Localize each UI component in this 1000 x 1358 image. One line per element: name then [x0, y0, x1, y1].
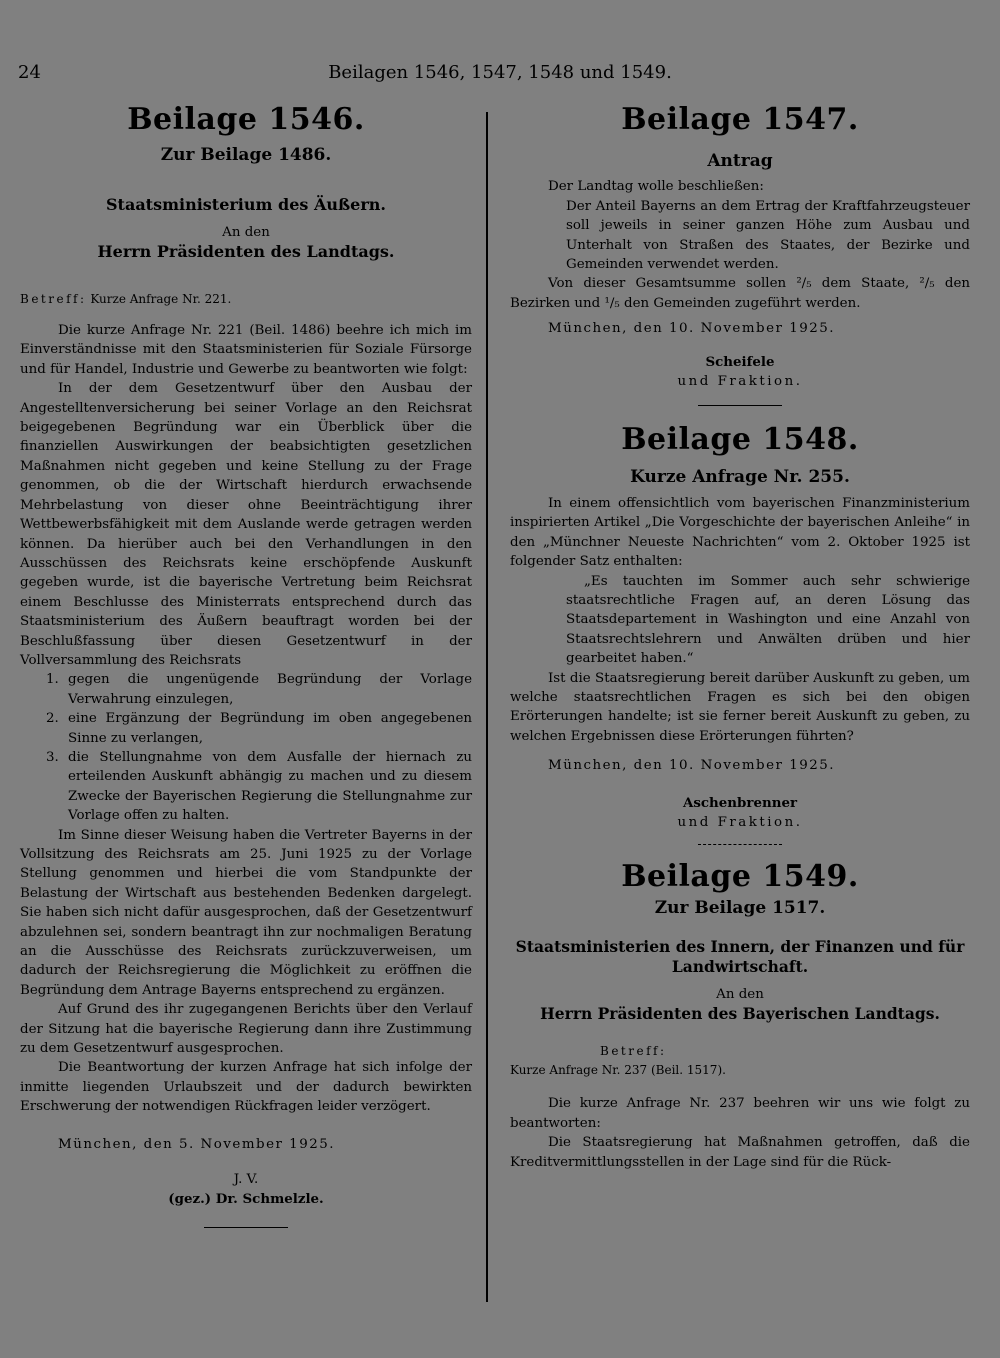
beilage-1549-title: Beilage 1549.	[621, 859, 859, 895]
beilage-1548-subtitle: Kurze Anfrage Nr. 255.	[630, 467, 850, 488]
beilage-1546-an-den: An den	[222, 224, 270, 240]
page-number: 24	[18, 62, 41, 83]
beilage-1549-paragraph-1: Die kurze Anfrage Nr. 237 beehren wir uns wie folgt zu beantworten:	[510, 1096, 970, 1131]
beilage-1547-date: München, den 10. November 1925.	[548, 321, 836, 337]
beilage-1549-betreff-label: Betreff:	[600, 1043, 667, 1058]
list-item: 3. die Stellungnahme von dem Ausfalle der hiernach zu erteilenden Auskunft abhängig zu machen und zu diesem Zwecke der Bayerischen Regierung die Stellungnahme zur Vorlage offen zu halten.	[46, 749, 472, 824]
beilage-1546-title: Beilage 1546.	[127, 102, 365, 137]
section-rule	[698, 844, 782, 845]
beilage-1546-paragraph-4: Auf Grund des ihr zugegangenen Berichts über den Verlauf der Sitzung hat die bayerische Regierung dann ihre Zustimmung zu dem Gesetzentwurf ausgesprochen.	[20, 1002, 472, 1057]
list-item: 1. gegen die ungenügende Begründung der Vorlage Verwahrung einzulegen,	[46, 672, 472, 707]
beilage-1546-list	[20, 670, 472, 825]
beilage-1549-authority: Staatsministerien des Innern, der Finanzen und für Landwirtschaft.	[515, 936, 965, 976]
beilage-1548-title: Beilage 1548.	[621, 422, 859, 458]
column-divider	[486, 112, 488, 1302]
end-rule	[204, 1227, 288, 1228]
section-rule	[698, 405, 782, 406]
betreff-label: Betreff:	[20, 291, 87, 306]
beilage-1546-authority: Staatsministerium des Äußern.	[106, 195, 386, 215]
beilage-1547-paragraph-1: Der Anteil Bayerns an dem Ertrag der Kraftfahrzeugsteuer soll jeweils in seiner ganzen Höhe zum Ausbau und Unterhalt von Straßen des Staates, der Bezirke und Gemeinden verwendet werden.	[566, 198, 970, 273]
beilage-1548-paragraph-2: Ist die Staatsregierung bereit darüber Auskunft zu geben, um welche staatsrechtlichen Fragen es sich bei den obigen Erörterungen handelte; ist sie ferner bereit Auskunft zu geben, zu welchen Ergebnissen diese Erörterungen führten?	[510, 670, 970, 744]
beilage-1546-paragraph-2: In der dem Gesetzentwurf über den Ausbau der Angestelltenversicherung bei seiner Vorlage an den Reichsrat beigegebenen Begründung war ein Überblick über die finanziellen Auswirkungen der beabsichtigten gesetzlichen Maßnahmen nicht gegeben und keine Stellung zu der Frage genommen, ob die der Wirtschaft hierdurch erwachsende Mehrbelastung von dieser ohne Beeinträchtigung ihrer Wettbewerbsfähigkeit mit dem Auslande werde getragen werden können. Da hierüber auch bei den Verhandlungen in den Ausschüssen des Reichsrats keine erschöpfende Auskunft gegeben wurde, ist die bayerische Vertretung beim Reichsrat einem Beschlusse des Ministerrats entsprechend durch das Staatsministerium des Äußern beauftragt worden bei der Beschlußfassung über diesen Gesetzentwurf in der Vollversammlung des Reichsrats	[20, 381, 472, 668]
beilage-1549-recipient: Herrn Präsidenten des Bayerischen Landtags.	[540, 1004, 940, 1024]
beilage-1546-paragraph-1: Die kurze Anfrage Nr. 221 (Beil. 1486) beehre ich mich im Einverständnisse mit den Staatsministerien für Soziale Fürsorge und für Handel, Industrie und Gewerbe zu beantworten wie folgt:	[20, 323, 472, 377]
list-item: 2. eine Ergänzung der Begründung im oben angegebenen Sinne zu verlangen,	[46, 711, 472, 746]
beilage-1547-subtitle: Antrag	[707, 151, 773, 171]
beilage-1546-signature-line-2: (gez.) Dr. Schmelzle.	[168, 1190, 324, 1207]
beilage-1546-signature-line-1: J. V.	[233, 1172, 259, 1188]
beilage-1547-title: Beilage 1547.	[621, 102, 859, 137]
beilage-1547-intro: Der Landtag wolle beschließen:	[548, 179, 764, 195]
beilage-1546-paragraph-5: Die Beantwortung der kurzen Anfrage hat sich infolge der inmitte liegenden Urlaubszeit und der dadurch bewirkten Erschwerung der notwendigen Rückfragen leider verzögert.	[20, 1060, 472, 1115]
beilage-1548-date: München, den 10. November 1925.	[548, 758, 836, 774]
beilage-1547-signature-name: Scheifele	[705, 353, 775, 370]
beilage-1549-paragraph-2: Die Staatsregierung hat Maßnahmen getroffen, daß die Kreditvermittlungsstellen in der Lage sind für die Rück-	[510, 1135, 970, 1170]
beilage-1546-recipient: Herrn Präsidenten des Landtags.	[97, 242, 395, 262]
beilage-1547-signature-fraction: und Fraktion.	[677, 374, 803, 390]
betreff-text: Kurze Anfrage Nr. 221.	[90, 291, 232, 306]
beilage-1546-betreff	[20, 290, 472, 309]
beilage-1546-date: München, den 5. November 1925.	[58, 1136, 336, 1152]
beilage-1546-paragraph-3: Im Sinne dieser Weisung haben die Vertreter Bayerns in der Vollsitzung des Reichsrats am 25. Juni 1925 zu der Vorlage Stellung genommen und hierbei die vom Standpunkte der Belastung der Wirtschaft aus bestehenden Bedenken dargelegt. Sie haben sich nicht dafür ausgesprochen, daß der Gesetzentwurf abzulehnen sei, sondern beantragt ihn zur nochmaligen Beratung an die Ausschüsse des Reichsrats zurückzuverweisen, um dadurch der Reichsregierung die Möglichkeit zu eröffnen die Begründung dem Antrage Bayerns entsprechend zu ergänzen.	[20, 827, 472, 998]
beilage-1548-signature-name: Aschenbrenner	[682, 794, 798, 811]
beilage-1547-paragraph-2: Von dieser Gesamtsumme sollen ²/₅ dem Staate, ²/₅ den Bezirken und ¹/₅ den Gemeinden zugeführt werden.	[510, 276, 970, 311]
right-column	[510, 100, 970, 1172]
beilage-1546-section	[20, 100, 472, 1228]
beilage-1546-subtitle: Zur Beilage 1486.	[160, 145, 332, 165]
beilage-1548-quote: „Es tauchten im Sommer auch sehr schwierige staatsrechtliche Fragen auf, an deren Lösung das Staatsdepartement in Washington und eine Anzahl von Staatsrechtslehrern und Anwälten drüben und hier gearbeitet haben.“	[566, 573, 970, 667]
beilage-1548-paragraph-1: In einem offensichtlich vom bayerischen Finanzministerium inspirierten Artikel „Die Vorgeschichte der bayerischen Anleihe“ in den „Münchner Neueste Nachrichten“ vom 2. Oktober 1925 ist folgender Satz enthalten:	[510, 495, 970, 570]
beilage-1549-betreff-text: Kurze Anfrage Nr. 237 (Beil. 1517).	[510, 1063, 726, 1077]
page-header	[0, 62, 1000, 86]
running-title: Beilagen 1546, 1547, 1548 und 1549.	[328, 62, 672, 83]
beilage-1549-an-den: An den	[716, 986, 764, 1002]
beilage-1549-subtitle: Zur Beilage 1517.	[654, 898, 826, 919]
beilage-1548-signature-fraction: und Fraktion.	[677, 814, 803, 830]
